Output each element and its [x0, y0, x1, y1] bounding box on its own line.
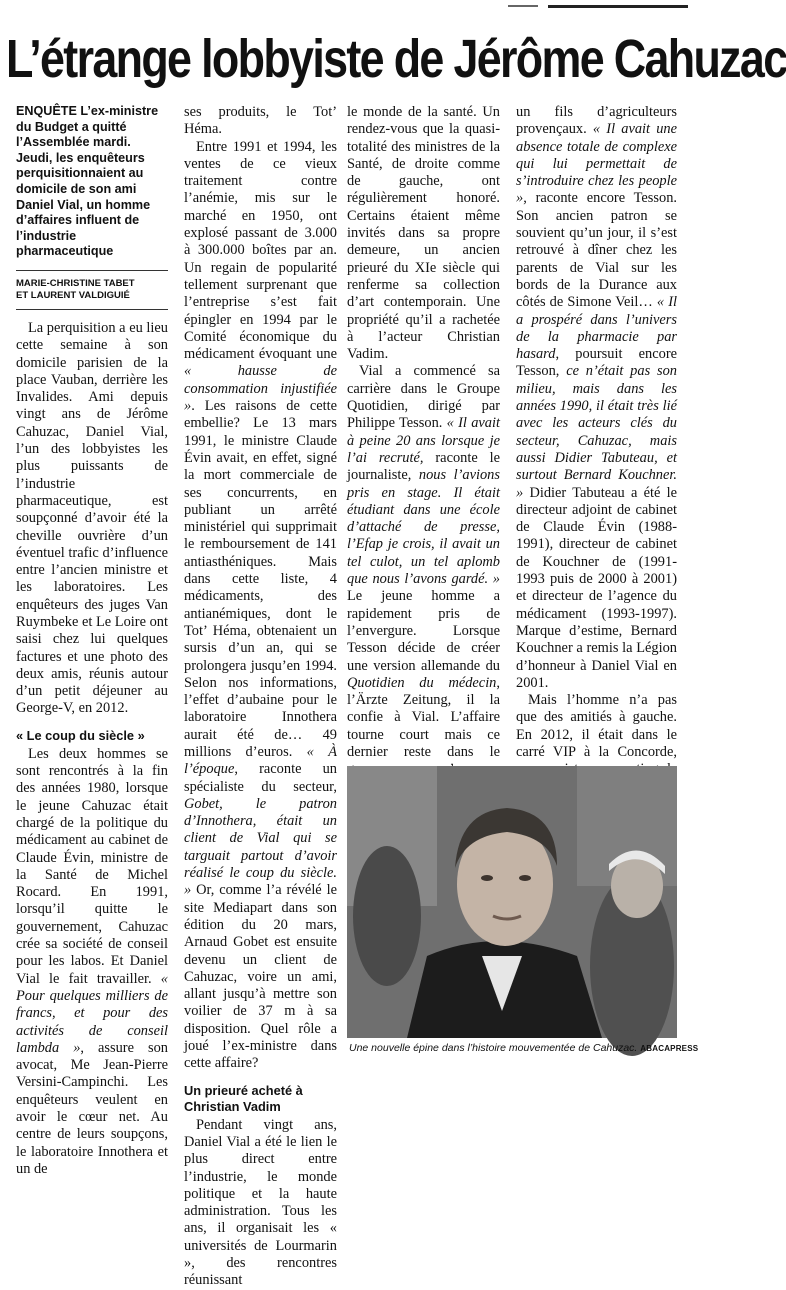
- body-paragraph: le monde de la santé. Un rendez-vous que la quasi-totalité des ministres de la Santé, de droite comme de gauche, ont régulièrement honoré. Certains étaient même invités dans sa propre demeure, un ancien prieuré du XIe siècle qui renferme sa collection d’art contemporain. Une propriété qu’il a rachetée à l’acteur Christian Vadim.: [347, 104, 500, 363]
- body-text: , raconte encore Tesson. Son ancien patron se souvient qu’un jour, il s’est retrouvé à dîner chez les parents de Vial sur les bords de la Durance aux côtés de Simone Veil…: [516, 190, 677, 311]
- headline: L’étrange lobbyiste de Jérôme Cahuzac: [6, 29, 786, 89]
- body-paragraph: Pendant vingt ans, Daniel Vial a été le lien le plus direct entre l’industrie, le monde politique et la haute administration. Tous les ans, il organisait les « universités de Lourmarin », des rencontres réunissant: [184, 1116, 337, 1289]
- body-text: un fils d’agriculteurs provençaux.: [516, 104, 677, 138]
- caption-text: Une nouvelle épine dans l’histoire mouvementée de Cahuzac.: [349, 1042, 638, 1054]
- quote: Gobet, le patron d’Innothera, était un client de Vial qui se targuait partout d’avoir réalisé le coup du siècle. »: [184, 795, 337, 899]
- byline: [16, 270, 168, 302]
- body-paragraph: ses produits, le Tot’ Héma.: [184, 104, 337, 138]
- body-text: Or, comme l’a révélé le site Mediapart dans son édition du 20 mars, Arnaud Gobet est ensuite devenu un client de Cahuzac, voire un ami, allant jusqu’à mettre son voilier de 37 m à sa disposition. Quel rôle a joué l’ex-ministre dans cette affaire?: [184, 882, 337, 1072]
- top-rule: [548, 5, 688, 8]
- photo-cahuzac: [347, 766, 677, 1038]
- body-paragraph: [16, 746, 168, 1178]
- top-rule-short: [508, 5, 538, 7]
- body-text: Entre 1991 et 1994, les ventes de ce vieux traitement contre l’anémie, mis sur le marché en 1950, ont explosé passant de 3.000 à 300.000 boîtes par an. Un regain de popularité tellement surprenant que l’entreprise s’est fait épingler en 1994 par le Comité économique du médicament évoquant une: [184, 138, 337, 363]
- lead-kicker: ENQUÊTE: [16, 104, 77, 118]
- subhead-coup-du-siecle: « Le coup du siècle »: [16, 727, 145, 743]
- body-text: , poursuit encore Tesson,: [516, 346, 677, 380]
- column-4: [516, 104, 677, 796]
- body-text: Didier Tabuteau a été le directeur adjoint de cabinet de Claude Évin (1988-1991), directeur de cabinet de Kouchner de (1991-1993 puis de 2000 à 2001) et directeur de l’agence du médicament (1993-1997). Marque d’estime, Bernard Kouchner a remis la Légion d’honneur à Daniel Vial en 2001.: [516, 484, 677, 691]
- quote: ce n’était pas son milieu, mais dans les années 1990, il était très lié avec les acteurs clés du secteur, Cahuzac, mais aussi Didier Tabuteau, et surtout Bernard Kouchner. »: [516, 363, 677, 501]
- quote: « Pour quelques milliers de francs, et pour des activités de conseil lambda »: [16, 970, 168, 1056]
- photo-illustration: [347, 766, 677, 1038]
- body-text: Les deux hommes se sont rencontrés à la fin des années 1980, lorsque le jeune Cahuzac était chargé de la politique du médicament au cabinet de Claude Évin, ministre de la Santé de Michel Rocard. En 1991, lorsqu’il quitte le gouvernement, Cahuzac crée sa société de conseil pour les labos. Et Daniel Vial le fait travailler.: [16, 745, 168, 987]
- lead-text: L’ex-ministre du Budget a quitté l’Assemblée mardi. Jeudi, les enquêteurs perquisitionnaient au domicile de son ami Daniel Vial, un homme d’affaires influent de l’industrie pharmaceutique: [16, 104, 159, 259]
- quote: « À l’époque: [184, 743, 337, 778]
- subhead-prieure: Un prieuré acheté à Christian Vadim: [184, 1082, 303, 1114]
- photo-caption: [349, 1042, 699, 1055]
- body-paragraph: [184, 139, 337, 1073]
- body-text: Le jeune homme a rapidement pris de l’envergure. Lorsque Tesson décide de créer une version allemande du: [347, 588, 500, 674]
- body-paragraph: La perquisition a eu lieu cette semaine à son domicile parisien de la place Vauban, derrière les Invalides. Ami depuis vingt ans de Jérôme Cahuzac, Daniel Vial, l’un des lobbyistes les plus puissants de l’industrie pharmaceutique, est soupçonné d’avoir été la cheville ouvrière d’un éventuel trafic d’influence entre l’ancien ministre et les laboratoires. Les enquêteurs des juges Van Ruymbeke et Le Loire ont saisi chez lui quelques factures et une photo des deux amis, réunis autour d’un petit déjeuner au George-V, en 2012.: [16, 319, 168, 717]
- quote: « Il a prospéré dans l’univers de la pharmacie par hasard: [516, 294, 677, 363]
- body-text: raconte le journaliste,: [347, 449, 501, 484]
- body-text: Vial a commencé sa carrière dans le Groupe Quotidien, dirigé par Philippe Tesson.: [347, 363, 500, 432]
- quote: « hausse de consommation injustifiée »: [184, 363, 337, 415]
- quote: nous l’avions pris en stage. Il était étudiant dans une école d’attaché de presse, l’Efap je crois, il avait un tel culot, un tel aplomb que nous l’avons gardé. »: [347, 467, 500, 588]
- byline-divider: [16, 309, 168, 310]
- quote: « Il avait une absence totale de complexe qui lui permettait de s’introduire chez les people »: [516, 121, 677, 207]
- body-text: , assure son avocat, Me Jean-Pierre Versini-Campinchi. Les enquêteurs veulent en avoir le cœur net. Au centre de leurs soupçons, le laboratoire Innothera et un de: [16, 1039, 169, 1177]
- photo-credit: ABACAPRESS: [640, 1044, 699, 1053]
- body-text: . Les raisons de cette embellie? Le 13 mars 1991, le ministre Claude Évin avait, en effet, signé la mort commerciale de ses concurrents, en publiant un arrêté ministériel qui supprimait le remboursement de 141 antiasthéniques. Mais dans cette liste, 4 médicaments, des antianémiques, dont le Tot’ Héma, obtenaient un sursis d’un an, qui se prolongera jusqu’en 1994. Selon nos informations, l’effet d’aubaine pour le laboratoire Innothera aurait été de… 49 millions d’euros.: [184, 398, 337, 760]
- byline-author-2: ET LAURENT VALDIGUIÉ: [16, 289, 130, 301]
- body-text: , raconte un spécialiste du secteur,: [184, 761, 337, 795]
- body-text: , l’Ärzte Zeitung, il la confie à Vial. L’affaire tourne court mais ce dernier reste dans le: [347, 674, 500, 760]
- column-2: [184, 104, 337, 1290]
- lead-paragraph: [16, 104, 168, 260]
- publication-title: Quotidien du médecin: [347, 674, 497, 691]
- byline-author-1: MARIE-CHRISTINE TABET: [16, 277, 135, 289]
- body-paragraph: [516, 104, 677, 692]
- quote: « Il avait à peine 20 ans lorsque je l’ai recruté,: [347, 415, 500, 466]
- column-1: [16, 104, 168, 1178]
- body-text: Mais l’homme n’a pas que des amitiés à gauche. En 2012, il était dans le carré VIP à la Concorde,: [516, 692, 677, 760]
